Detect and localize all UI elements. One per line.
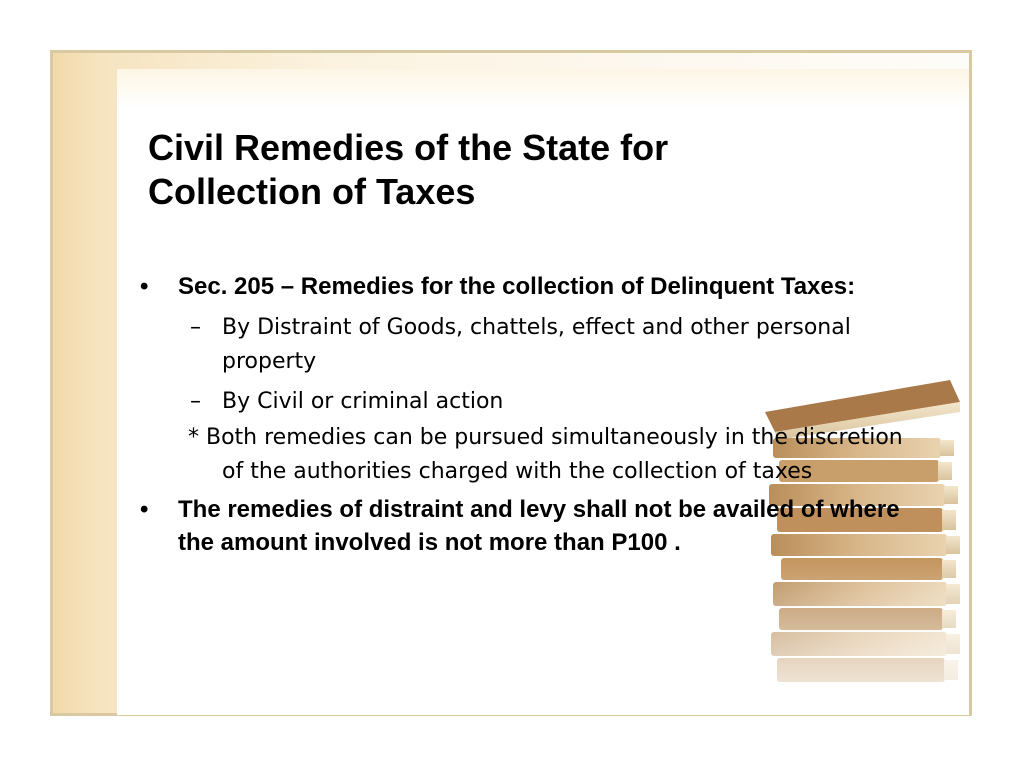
dash-marker: – <box>190 389 201 414</box>
sub-item-text: By Distraint of Goods, chattels, effect and other personal property <box>222 315 851 374</box>
bullet-item <box>140 493 920 559</box>
sub-item <box>140 311 920 379</box>
bullet-marker: • <box>140 496 149 523</box>
sub-item-text: By Civil or criminal action <box>222 389 504 414</box>
bullet-text: The remedies of distraint and levy shall not be availed of where the amount involved is not more than P100 . <box>178 496 900 556</box>
sub-list <box>140 311 920 489</box>
note-text: * Both remedies can be pursued simultaneously in the discretion of the authorities charged with the collection of taxes <box>188 425 903 484</box>
bullet-marker: • <box>140 273 149 300</box>
bullet-text: Sec. 205 – Remedies for the collection of Delinquent Taxes: <box>178 273 856 300</box>
slide-title-line-2: Collection of Taxes <box>148 171 476 212</box>
slide-body <box>140 270 920 559</box>
bullet-item <box>140 270 920 303</box>
slide-title <box>148 126 768 214</box>
dash-marker: – <box>190 315 201 340</box>
sub-item <box>140 385 920 419</box>
slide-title-line-1: Civil Remedies of the State for <box>148 127 669 168</box>
